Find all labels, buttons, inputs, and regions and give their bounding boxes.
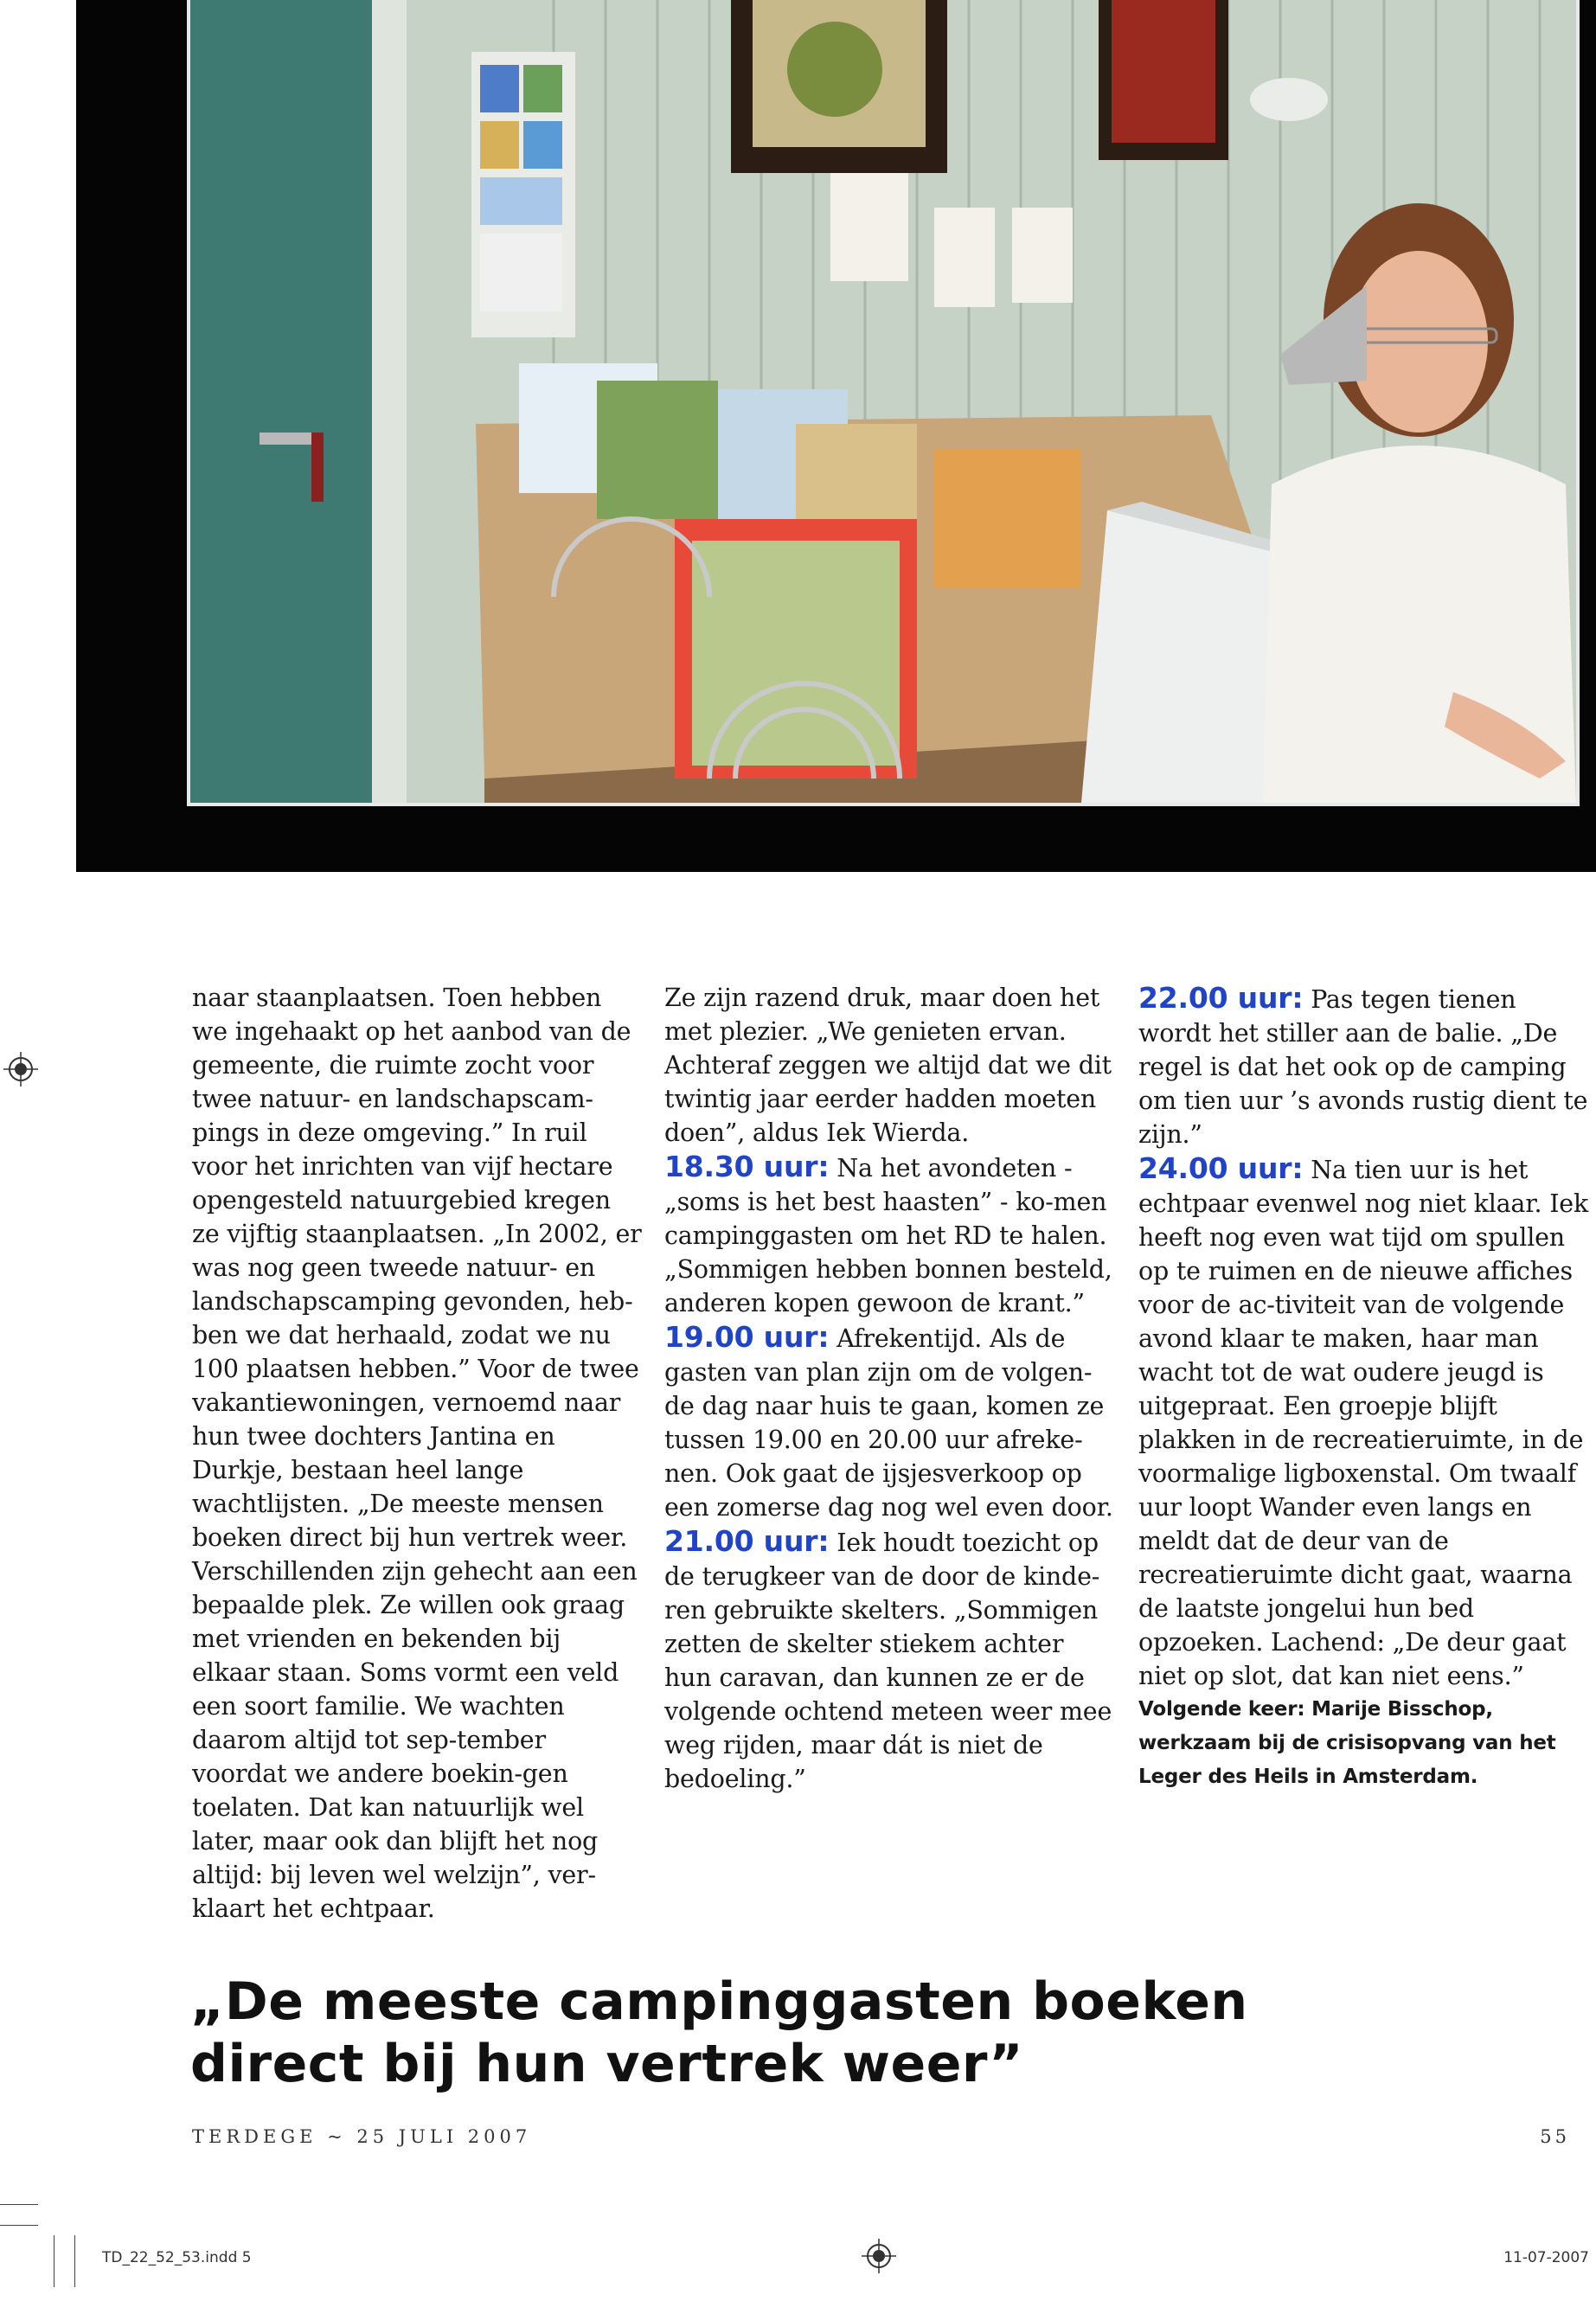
timeline-text: Iek houdt toezicht op de terugkeer van de door de kinde-ren gebruikte skelters. „Sommigen zetten de skelter stiekem achter hun caravan, dan kunnen ze er de volgende ochtend meteen weer mee weg rijden, maar dát is niet de bedoeling.” <box>664 1529 1112 1793</box>
time-label: 19.00 uur: <box>664 1320 830 1354</box>
page-number: 55 <box>1540 2126 1570 2147</box>
timeline-text: Na tien uur is het echtpaar evenwel nog niet klaar. Iek heeft nog even wat tijd om spullen op te ruimen en de nieuwe affiches voor de ac-tiviteit van de volgende avond klaar te maken, haar man wacht tot de wat oudere jeugd is uitgepraat. Een groepje blijft plakken in de recreatieruimte, in de voormalige ligboxenstal. Om twaalf uur loopt Wander even langs en meldt dat de deur van de recreatieruimte dicht gaat, waarna de laatste jongelui hun bed opzoeken. Lachend: „De deur gaat niet op slot, dat kan niet eens.” <box>1138 1156 1589 1690</box>
timeline-entry-2200 <box>1138 981 1588 1151</box>
timeline-text: Na het avondeten - „soms is het best haasten” - ko-men campinggasten om het RD te halen. „Sommigen hebben bonnen besteld, anderen kopen gewoon de krant.” <box>664 1154 1112 1317</box>
column-2-intro: Ze zijn razend druk, maar doen het met plezier. „We genieten ervan. Achteraf zeggen we altijd dat we dit twintig jaar eerder hadden moeten doen”, aldus Iek Wierda. <box>664 984 1112 1147</box>
article-column-3 <box>1138 981 1588 1794</box>
timeline-text: Pas tegen tienen wordt het stiller aan de balie. „De regel is dat het ook op de camping om tien uur ’s avonds rustig dient te zijn.” <box>1138 985 1588 1149</box>
timeline-entry-2400 <box>1138 1151 1588 1693</box>
column-1-text: naar staanplaatsen. Toen hebben we ingehaakt op het aanbod van de gemeente, die ruimte zocht voor twee natuur- en landschapscam-pings in deze omgeving.” In ruil voor het inrichten van vijf hectare opengesteld natuurgebied kregen ze vijftig staanplaatsen. „In 2002, er was nog geen tweede natuur- en landschapscamping gevonden, heb-ben we dat herhaald, zodat we nu 100 plaatsen hebben.” Voor de twee vakantiewoningen, vernoemd naar hun twee dochters Jantina en Durkje, bestaan heel lange wachtlijsten. „De meeste mensen boeken direct bij hun vertrek weer. Verschillenden zijn gehecht aan een bepaalde plek. Ze willen ook graag met vrienden en bekenden bij elkaar staan. Soms vormt een veld een soort familie. We wachten daarom altijd tot sep-tember voordat we andere boekin-gen toelaten. Dat kan natuurlijk wel later, maar ook dan blijft het nog altijd: bij leven wel welzijn”, ver-klaart het echtpaar. <box>192 984 642 1923</box>
registration-mark-icon <box>862 2239 896 2273</box>
file-slug: TD_22_52_53.indd 5 <box>102 2249 252 2266</box>
crop-mark <box>0 2204 38 2205</box>
next-edition-note: Volgende keer: Marije Bisschop, werkzaam bij de crisisopvang van het Leger des Heils in Amsterdam. <box>1138 1698 1556 1788</box>
photo-frame <box>76 0 1596 872</box>
publication-line: TERDEGE ~ 25 JULI 2007 <box>192 2126 532 2147</box>
crop-mark <box>74 2235 75 2287</box>
photo-illustration <box>190 0 1576 803</box>
pull-quote: „De meeste campinggasten boeken direct bij hun vertrek weer” <box>190 1971 1248 2094</box>
article-column-2 <box>664 981 1114 1796</box>
photo-woman-at-desk <box>187 0 1580 806</box>
timeline-entry-1830 <box>664 1150 1114 1320</box>
timeline-entry-1900 <box>664 1320 1114 1524</box>
time-label: 24.00 uur: <box>1138 1151 1304 1185</box>
article-column-1 <box>192 981 642 1926</box>
timeline-entry-2100 <box>664 1524 1114 1796</box>
registration-mark-icon <box>3 1052 38 1086</box>
timeline-text: Afrekentijd. Als de gasten van plan zijn om de volgen-de dag naar huis te gaan, komen ze tussen 19.00 en 20.00 uur afreke-nen. Ook gaat de ijsjesverkoop op een zomerse dag nog wel even door. <box>664 1324 1113 1522</box>
time-label: 18.30 uur: <box>664 1150 830 1183</box>
file-date: 11-07-2007 <box>1503 2249 1589 2266</box>
crop-mark <box>0 2225 38 2226</box>
time-label: 22.00 uur: <box>1138 981 1304 1015</box>
time-label: 21.00 uur: <box>664 1524 830 1558</box>
